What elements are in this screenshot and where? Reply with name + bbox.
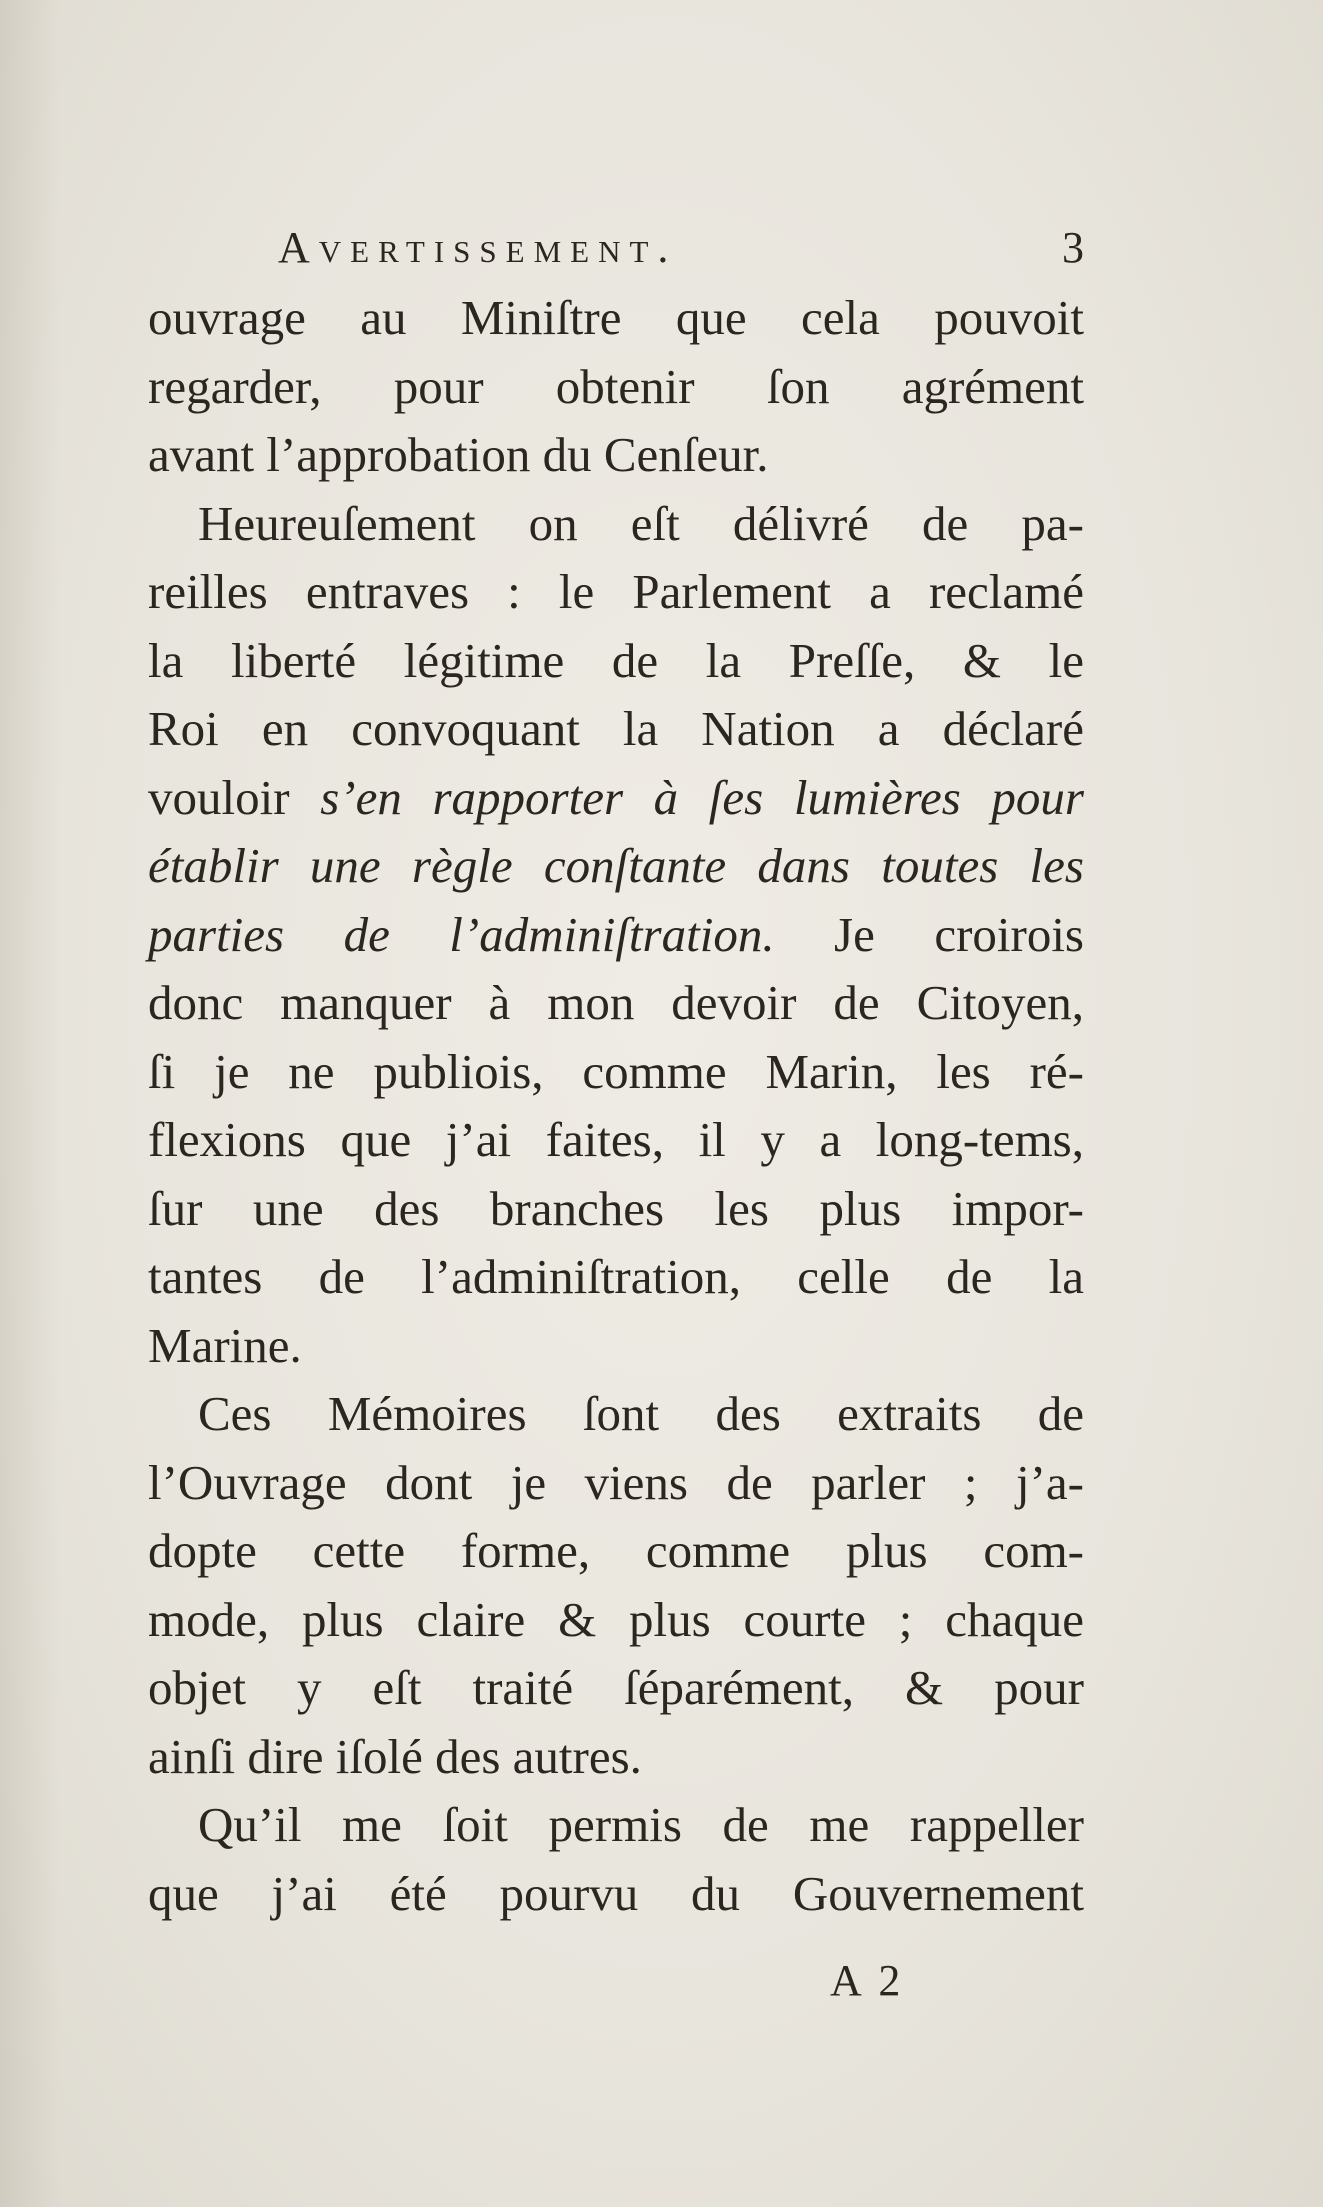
text-italic: parties de l’adminiſtration. bbox=[148, 906, 775, 962]
page-header bbox=[148, 212, 1084, 284]
text-roman: vouloir bbox=[148, 769, 321, 825]
text-line: établir une règle conſtante dans toutes les bbox=[148, 838, 1084, 893]
page-text bbox=[148, 212, 1084, 1928]
text-line: reilles entraves : le Parlement a reclamé bbox=[148, 564, 1084, 619]
text-line: la liberté légitime de la Preſſe, & le bbox=[148, 632, 1084, 688]
text-line: avant l’approbation du Cenſeur. bbox=[148, 427, 769, 482]
page-number: 3 bbox=[1062, 223, 1084, 272]
text-line: mode, plus claire & plus courte ; chaque bbox=[148, 1591, 1084, 1647]
text-line: ſi je ne publiois, comme Marin, les ré- bbox=[148, 1043, 1084, 1099]
text-line: flexions que j’ai faites, il y a long-tems, bbox=[148, 1112, 1084, 1167]
text-line: objet y eſt traité ſéparément, & pour bbox=[148, 1660, 1084, 1715]
text-line bbox=[148, 764, 1084, 833]
text-line: tantes de l’adminiſtration, celle de la bbox=[148, 1249, 1084, 1304]
text-line: dopte cette forme, comme plus com- bbox=[148, 1523, 1084, 1578]
text-line: Marine. bbox=[148, 1317, 302, 1373]
text-line: ouvrage au Miniſtre que cela pouvoit bbox=[148, 290, 1084, 345]
text-line: Roi en convoquant la Nation a déclaré bbox=[148, 701, 1084, 756]
text-line: Heureuſement on eſt délivré de pa- bbox=[198, 495, 1084, 551]
text-line: Qu’il me ſoit permis de me rappeller bbox=[198, 1797, 1084, 1852]
text-line: Ces Mémoires ſont des extraits de bbox=[198, 1386, 1084, 1441]
signature-mark: A 2 bbox=[830, 1956, 905, 2005]
text-line: donc manquer à mon devoir de Citoyen, bbox=[148, 975, 1084, 1030]
running-head: Avertissement. bbox=[278, 223, 678, 272]
text-roman: Je croirois bbox=[774, 906, 1084, 962]
text-line: ainſi dire iſolé des autres. bbox=[148, 1728, 642, 1784]
text-line bbox=[148, 901, 1084, 970]
text-line: ſur une des branches les plus impor- bbox=[148, 1180, 1084, 1236]
text-line: regarder, pour obtenir ſon agrément bbox=[148, 358, 1084, 414]
text-line: l’Ouvrage dont je viens de parler ; j’a- bbox=[148, 1454, 1084, 1510]
page-edge-shadow bbox=[0, 0, 60, 2207]
text-italic: s’en rapporter à ſes lumières pour bbox=[320, 769, 1084, 825]
text-line: que j’ai été pourvu du Gouvernement bbox=[148, 1865, 1084, 1921]
